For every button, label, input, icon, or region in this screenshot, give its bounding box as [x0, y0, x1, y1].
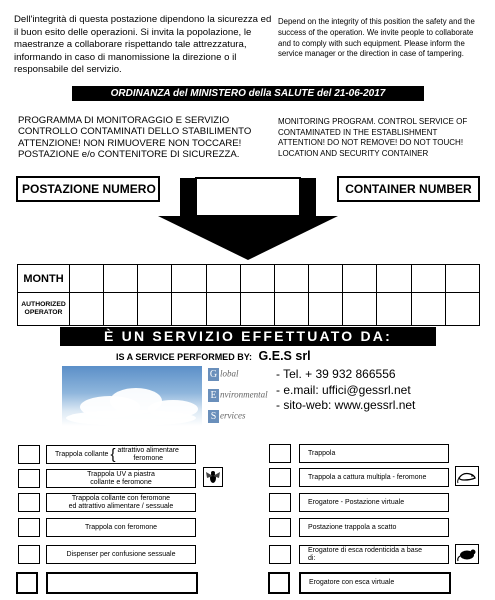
option-trappola-collante-feromone	[46, 493, 196, 512]
brace-icon: {	[110, 446, 116, 463]
ordinanza-banner: ORDINANZA del MINISTERO della SALUTE del 21-06-2017	[72, 86, 424, 101]
operator-cell[interactable]	[240, 293, 274, 326]
logo-cap: G	[209, 369, 218, 380]
checkbox-trappola-collante[interactable]	[18, 445, 40, 464]
logo-cap: E	[208, 389, 219, 402]
operator-cell[interactable]	[172, 293, 206, 326]
option-label: Trappola collante	[55, 450, 109, 458]
contact-email[interactable]: - e.mail: uffici@gessrl.net	[276, 382, 411, 397]
logo-word-environmental	[208, 389, 268, 402]
operator-cell[interactable]	[138, 293, 172, 326]
program-en-line: CONTAMINATED IN THE ESTABLISHMENT	[278, 127, 438, 137]
container-number-label: CONTAINER NUMBER	[337, 176, 480, 202]
operator-cell[interactable]	[445, 293, 479, 326]
program-it-line: PROGRAMMA DI MONITORAGGIO E SERVIZIO	[18, 115, 230, 126]
option-trappola-uv	[46, 469, 196, 488]
month-cell[interactable]	[240, 265, 274, 293]
brace-options	[117, 447, 178, 463]
operator-cell[interactable]	[377, 293, 411, 326]
month-cell[interactable]	[138, 265, 172, 293]
checkbox-erogatore-rodenticida[interactable]	[269, 545, 291, 564]
month-cell[interactable]	[343, 265, 377, 293]
checkbox-trappola-feromone[interactable]	[18, 518, 40, 537]
program-english	[278, 117, 486, 159]
operator-cell[interactable]	[411, 293, 445, 326]
operator-cell[interactable]	[343, 293, 377, 326]
service-banner: È UN SERVIZIO EFFETTUATO DA:	[60, 327, 436, 346]
rat-icon	[455, 544, 479, 564]
performed-by	[116, 349, 311, 363]
checkbox-postazione-scatto[interactable]	[269, 518, 291, 537]
number-input-box	[196, 178, 300, 216]
option-erogatore-rodenticida	[299, 545, 449, 564]
month-cell[interactable]	[70, 265, 104, 293]
logo-word: lobal	[220, 368, 239, 379]
checkbox-trappola-uv[interactable]	[18, 469, 40, 488]
month-label: MONTH	[18, 265, 70, 293]
month-cell[interactable]	[104, 265, 138, 293]
contact-phone: - Tel. + 39 932 866556	[276, 367, 396, 381]
month-row	[18, 265, 480, 293]
operator-cell[interactable]	[104, 293, 138, 326]
operator-cell[interactable]	[274, 293, 308, 326]
month-cell[interactable]	[411, 265, 445, 293]
option-dispenser: Dispenser per confusione sessuale	[46, 545, 196, 564]
checkbox-left-blank[interactable]	[16, 572, 38, 594]
month-cell[interactable]	[274, 265, 308, 293]
option-postazione-scatto: Postazione trappola a scatto	[299, 518, 449, 537]
checkbox-trappola-collante-feromone[interactable]	[18, 493, 40, 512]
checkbox-erogatore-virtuale[interactable]	[269, 493, 291, 512]
contact-web[interactable]: - sito-web: www.gessrl.net	[276, 398, 416, 412]
operator-label	[18, 293, 70, 326]
program-en-line: MONITORING PROGRAM. CONTROL SERVICE OF	[278, 117, 468, 126]
option-erogatore-virtuale: Erogatore - Postazione virtuale	[299, 493, 449, 512]
arrow-down-icon	[158, 162, 338, 260]
option-label: ed attrattivo alimentare / sessuale	[68, 502, 174, 510]
option-sub: feromone	[133, 454, 163, 462]
checkbox-erogatore-esca-virtuale[interactable]	[268, 572, 290, 594]
checkbox-trappola-cattura-multipla[interactable]	[269, 468, 291, 487]
operator-cell[interactable]	[309, 293, 343, 326]
program-italian	[18, 115, 276, 161]
mouse-icon	[455, 466, 479, 486]
company-name: G.E.S srl	[258, 349, 311, 363]
checkbox-trappola[interactable]	[269, 444, 291, 463]
option-trappola-collante	[46, 445, 196, 464]
logo-word: nvironmental	[220, 389, 268, 400]
month-cell[interactable]	[172, 265, 206, 293]
fly-icon	[203, 467, 223, 487]
month-operator-grid	[17, 264, 480, 326]
option-trappola: Trappola	[299, 444, 449, 463]
operator-label-line: AUTHORIZED	[21, 301, 66, 308]
operator-cell[interactable]	[70, 293, 104, 326]
performed-by-label: IS A SERVICE PERFORMED BY:	[116, 352, 253, 362]
month-cell[interactable]	[445, 265, 479, 293]
option-trappola-cattura-multipla: Trappola a cattura multipla - feromone	[299, 468, 449, 487]
checkbox-dispenser[interactable]	[18, 545, 40, 564]
option-label: Trappola UV a piastra	[87, 470, 155, 478]
operator-cell[interactable]	[206, 293, 240, 326]
option-label: collante e feromone	[90, 478, 152, 486]
sky-image	[62, 366, 202, 426]
option-left-blank[interactable]	[46, 572, 198, 594]
company-logo	[62, 366, 268, 426]
month-cell[interactable]	[377, 265, 411, 293]
logo-word: ervices	[220, 410, 246, 421]
logo-cap: S	[208, 410, 219, 423]
option-label: Erogatore di esca rodenticida a base	[308, 546, 423, 554]
month-cell[interactable]	[206, 265, 240, 293]
operator-row	[18, 293, 480, 326]
month-cell[interactable]	[309, 265, 343, 293]
operator-label-line: OPERATOR	[24, 309, 63, 316]
intro-italian: Dell'integrità di questa postazione dipendono la sicurezza ed il buon esito delle operazioni. Si invita la popolazione, le maestranze a collaborare rispettando tale attrezzatura, informando in caso di manomissione la direzione o il responsabile del servizio.	[14, 14, 272, 76]
logo-word-services	[208, 410, 245, 423]
option-trappola-feromone: Trappola con feromone	[46, 518, 196, 537]
option-sub: attrattivo alimentare	[117, 446, 179, 454]
program-en-line: LOCATION AND SECURITY CONTAINER	[278, 148, 429, 158]
option-erogatore-esca-virtuale: Erogatore con esca virtuale	[299, 572, 451, 594]
contacts	[276, 367, 415, 414]
position-number-label: POSTAZIONE NUMERO	[16, 176, 160, 202]
program-it-line: CONTROLLO CONTAMINATI DELLO STABILIMENTO	[18, 126, 252, 138]
program-en-line: ATTENTION! DO NOT REMOVE! DO NOT TOUCH!	[278, 138, 464, 148]
program-it-line: ATTENZIONE! NON RIMUOVERE NON TOCCARE!	[18, 137, 242, 149]
program-it-line: POSTAZIONE e/o CONTENITORE DI SICUREZZA.	[18, 149, 240, 161]
option-label: Trappola collante con feromone	[71, 494, 171, 502]
intro-english: Depend on the integrity of this position the safety and the success of the operation. We invite people to collaborate and to comply with such equipment. Please inform the service manager or the direction in case of tampering.	[278, 17, 475, 59]
option-label: di:	[308, 554, 316, 562]
logo-word-global	[208, 368, 239, 381]
